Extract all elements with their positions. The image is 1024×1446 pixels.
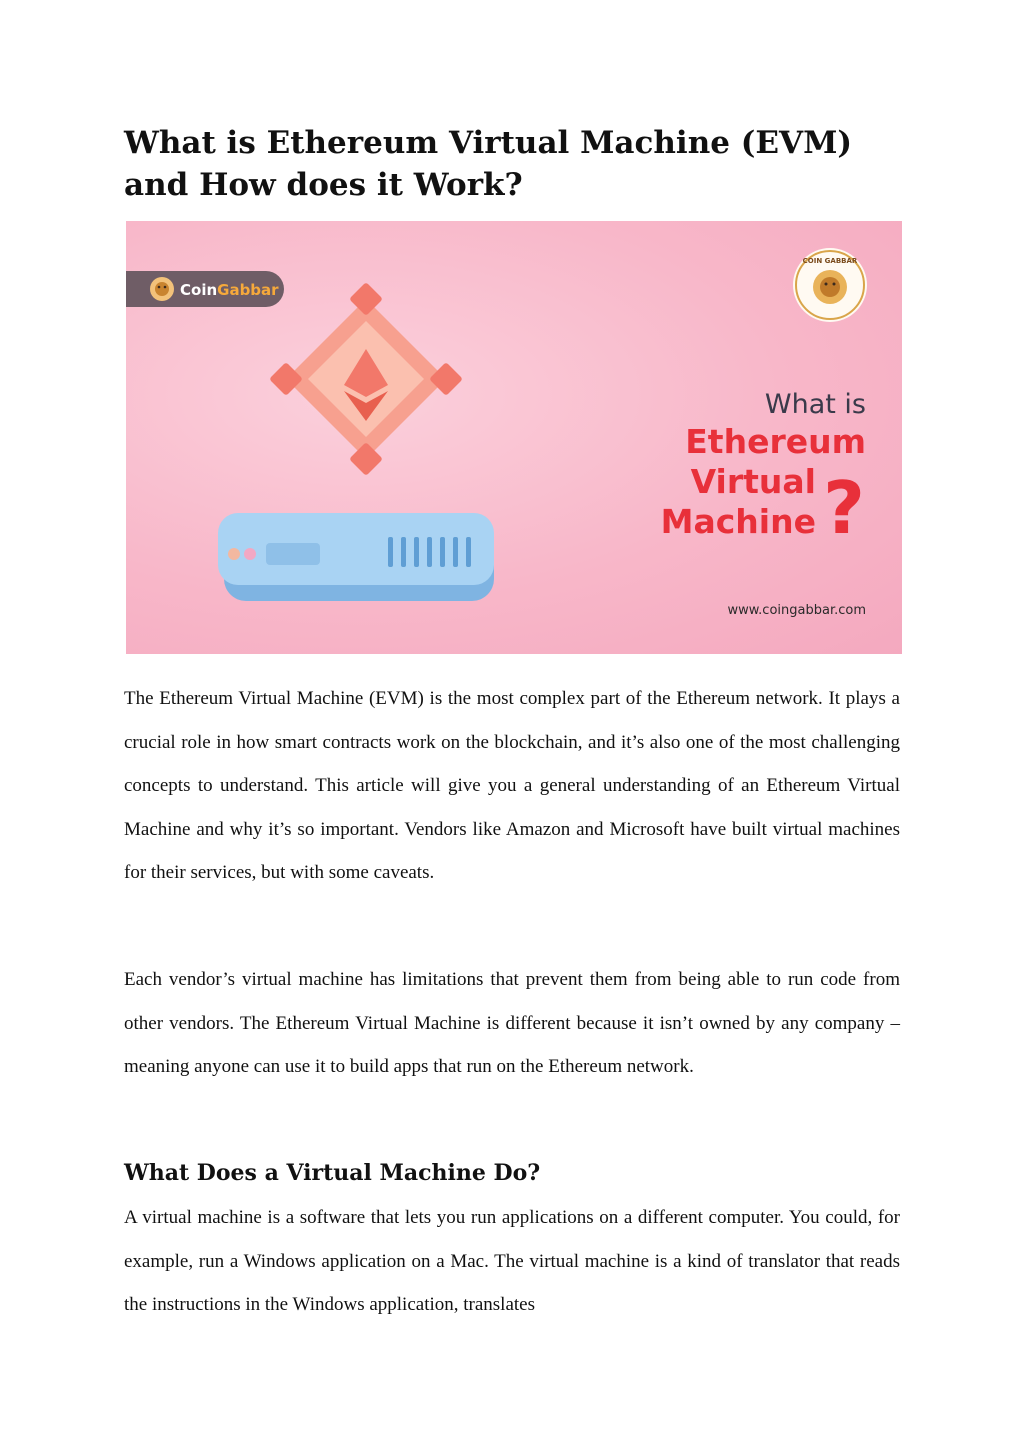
hero-machine: Machine [660, 502, 816, 541]
seal-text: COIN GABBAR [802, 257, 858, 265]
hero-question-mark: ? [823, 466, 865, 550]
brand-gabbar-text: Gabbar [217, 281, 279, 299]
brand-badge [126, 271, 284, 307]
paragraph-intro: The Ethereum Virtual Machine (EVM) is the most complex part of the Ethereum network. It plays a crucial role in how smart contracts work on the blockchain, and it’s also one of the most challenging concepts to understand. This article will give you a general understanding of an Ethereum Virtual Machine and why it’s so important. Vendors like Amazon and Microsoft have built virtual machines for their services, but with some caveats. [124, 688, 900, 883]
hero-what-is: What is [764, 389, 866, 420]
hero-virtual: Virtual [690, 462, 816, 501]
hero-website: www.coingabbar.com [727, 603, 866, 618]
lion-logo-icon [150, 277, 174, 301]
hero-ethereum: Ethereum [685, 422, 866, 461]
coin-gabbar-seal-icon [793, 248, 867, 322]
brand-coin-text: Coin [180, 281, 218, 299]
article-title: What is Ethereum Virtual Machine (EVM) and How does it Work? [124, 125, 853, 203]
ethereum-diamond-icon [269, 282, 463, 476]
section-heading: What Does a Virtual Machine Do? [124, 1160, 541, 1186]
paragraph-virtual-machine: A virtual machine is a software that lets you run applications on a different computer. You could, for example, run a Windows application on a Mac. The virtual machine is a kind of translator that reads the instructions in the Windows application, translates [124, 1207, 900, 1315]
paragraph-vendors: Each vendor’s virtual machine has limitations that prevent them from being able to run code from other vendors. The Ethereum Virtual Machine is different because it isn’t owned by any company – meaning anyone can use it to build apps that run on the Ethereum network. [124, 969, 900, 1077]
hero-image [126, 221, 902, 654]
server-box-icon [218, 513, 494, 601]
svg-text:CoinGabbar [180, 281, 279, 299]
